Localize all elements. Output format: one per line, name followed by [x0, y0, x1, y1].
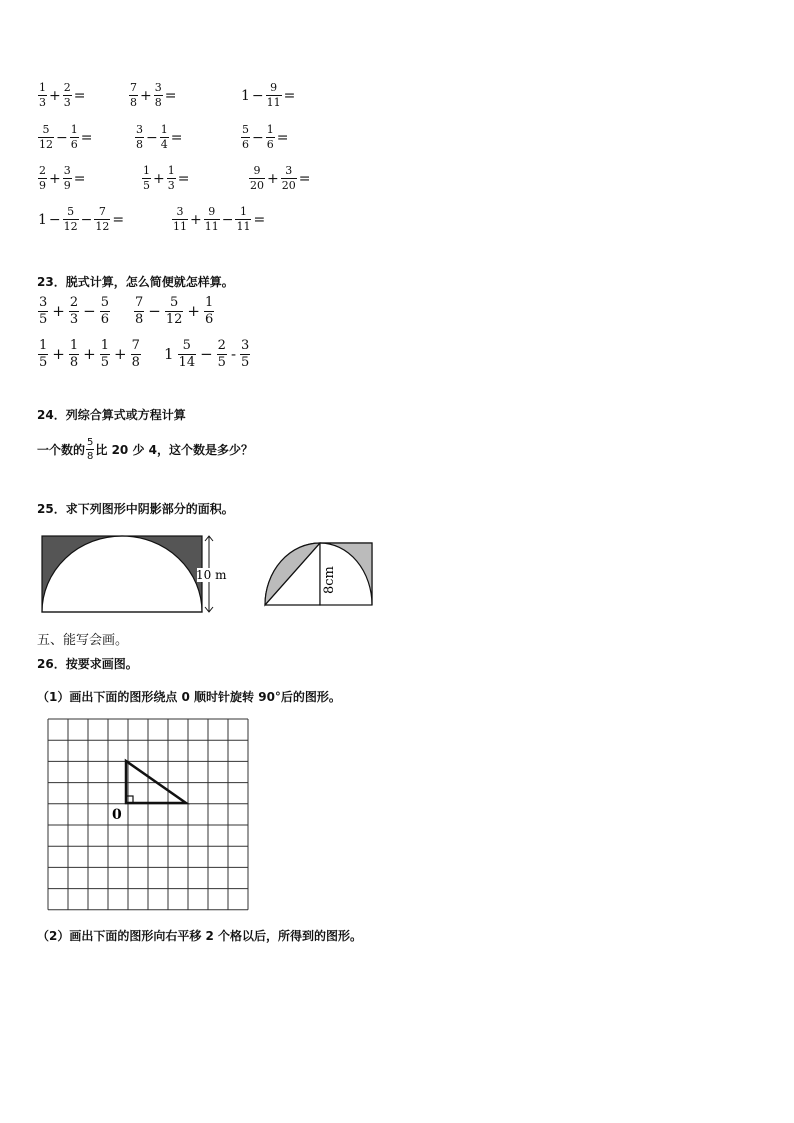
operator: −	[148, 302, 161, 320]
operator: +	[83, 345, 96, 363]
operator: −	[83, 302, 96, 320]
operator: −	[221, 211, 234, 228]
denominator: 14	[178, 355, 196, 370]
numerator: 3	[63, 164, 71, 177]
operator: =	[80, 129, 93, 146]
operator: −	[146, 129, 158, 146]
fraction	[38, 165, 47, 192]
operator: +	[52, 302, 65, 320]
denominator: 3	[63, 96, 71, 109]
numerator: 7	[98, 205, 106, 218]
denominator: 9	[63, 179, 71, 192]
q26-title: 26．按要求画图。	[37, 657, 138, 671]
denominator: 3	[39, 96, 46, 109]
expr-1-2	[240, 124, 289, 151]
denominator: 6	[266, 138, 274, 151]
denominator: 20	[250, 179, 264, 192]
numerator: 7	[131, 338, 140, 353]
numerator: 9	[253, 164, 261, 177]
q24-fraction	[86, 437, 94, 462]
fraction	[70, 124, 79, 151]
operator: =	[298, 170, 311, 187]
denominator: 8	[136, 138, 143, 151]
numerator: 1	[239, 205, 247, 218]
fraction	[38, 124, 54, 151]
numerator: 1	[100, 338, 109, 353]
q24-title: 24．列综合算式或方程计算	[37, 408, 186, 422]
fraction	[38, 296, 48, 327]
numerator: 1	[160, 123, 168, 136]
fraction	[135, 124, 144, 151]
operator: +	[267, 170, 279, 187]
numerator: 3	[154, 81, 162, 94]
fraction	[204, 296, 214, 327]
numerator: 1	[39, 81, 46, 94]
numerator: 3	[285, 164, 293, 177]
fraction	[204, 206, 220, 233]
fraction	[240, 339, 250, 370]
numerator: 1	[39, 338, 48, 353]
numerator: 9	[208, 205, 216, 218]
fig1-dimension-label: 10 m	[196, 568, 227, 582]
fraction	[63, 165, 72, 192]
operator: +	[187, 302, 200, 320]
section5-title: 五、能写会画。	[37, 633, 129, 648]
fraction	[134, 296, 144, 327]
numerator: 1	[70, 123, 78, 136]
operator: −	[56, 129, 68, 146]
origin-label: 0	[112, 807, 122, 823]
fraction	[266, 124, 275, 151]
operator: -	[230, 345, 237, 363]
fraction	[131, 339, 141, 370]
fraction	[178, 339, 197, 370]
q24-text-after: 比 20 少 4，这个数是多少？	[95, 443, 253, 457]
operator: −	[200, 345, 213, 363]
q25-title: 25．求下列图形中阴影部分的面积。	[37, 502, 234, 516]
fraction	[154, 82, 163, 109]
denominator: 8	[130, 96, 137, 109]
numerator: 5	[42, 123, 50, 136]
denominator: 5	[39, 312, 48, 327]
fraction	[69, 296, 79, 327]
fraction	[249, 165, 265, 192]
fraction	[94, 206, 110, 233]
fraction	[266, 82, 282, 109]
numerator: 2	[39, 164, 46, 177]
operator: =	[73, 170, 86, 187]
operator: −	[252, 129, 264, 146]
q26-grid-figure	[42, 715, 252, 915]
operator: =	[112, 211, 125, 228]
q23-expr-3	[161, 339, 251, 370]
fraction	[281, 165, 297, 192]
fraction	[235, 206, 251, 233]
number: 1	[38, 211, 47, 228]
operator: +	[49, 87, 61, 104]
q24-problem	[37, 437, 253, 462]
operator: −	[48, 211, 61, 228]
fraction	[241, 124, 250, 151]
operator: −	[251, 87, 264, 104]
denominator: 5	[241, 355, 250, 370]
denominator: 5	[143, 179, 150, 192]
denominator: 11	[173, 220, 187, 233]
numerator: 9	[270, 81, 278, 94]
expr-2-2	[248, 165, 311, 192]
numerator: 2	[69, 295, 79, 310]
fraction	[63, 206, 79, 233]
fraction	[129, 82, 138, 109]
operator: +	[52, 345, 65, 363]
numerator: 7	[130, 81, 137, 94]
numerator: 3	[136, 123, 143, 136]
denominator: 12	[95, 220, 110, 233]
fraction	[167, 165, 176, 192]
operator: +	[153, 170, 165, 187]
fraction	[69, 339, 79, 370]
denominator: 8	[69, 355, 79, 370]
numerator: 5	[182, 338, 191, 353]
q26-part2: （2）画出下面的图形向右平移 2 个格以后，所得到的图形。	[37, 929, 363, 943]
denominator: 6	[100, 312, 109, 327]
number: 1	[241, 87, 250, 104]
numerator: 1	[266, 123, 274, 136]
denominator: 20	[281, 179, 296, 192]
fraction	[100, 339, 110, 370]
numerator: 5	[67, 205, 75, 218]
fraction	[160, 124, 169, 151]
numerator: 1	[69, 338, 79, 353]
fraction	[63, 82, 72, 109]
denominator: 12	[165, 312, 183, 327]
fraction	[165, 296, 184, 327]
q23-expr-0	[37, 296, 111, 327]
expr-1-1	[134, 124, 183, 151]
q25-figure-1	[38, 533, 243, 615]
fraction	[38, 82, 47, 109]
denominator: 5	[217, 355, 226, 370]
expr-2-1	[141, 165, 190, 192]
numerator: 1	[167, 164, 175, 177]
fraction	[38, 339, 48, 370]
fraction	[217, 339, 227, 370]
denominator: 3	[167, 179, 175, 192]
operator: −	[80, 211, 93, 228]
operator: =	[73, 87, 86, 104]
expr-0-2	[240, 82, 296, 109]
denominator: 5	[39, 355, 48, 370]
numerator: 2	[63, 81, 71, 94]
operator: =	[164, 87, 177, 104]
q23-expr-1	[133, 296, 215, 327]
denominator: 8	[135, 312, 144, 327]
right-triangle	[126, 761, 186, 803]
denominator: 6	[242, 138, 249, 151]
q23-expr-2	[37, 339, 142, 370]
numerator: 5	[242, 123, 249, 136]
operator: +	[190, 211, 202, 228]
numerator: 2	[217, 338, 226, 353]
operator: +	[49, 170, 61, 187]
expr-1-0	[37, 124, 93, 151]
operator: =	[170, 129, 183, 146]
grid-lines	[48, 719, 248, 910]
denominator: 4	[160, 138, 168, 151]
denominator: 5	[100, 355, 109, 370]
operator: +	[114, 345, 127, 363]
expr-3-1	[171, 206, 266, 233]
operator: +	[140, 87, 152, 104]
numerator: 3	[176, 205, 184, 218]
expr-0-0	[37, 82, 86, 109]
expr-3-0	[37, 206, 125, 233]
fraction	[172, 206, 188, 233]
denominator: 6	[70, 138, 78, 151]
fraction	[142, 165, 151, 192]
expr-0-1	[128, 82, 177, 109]
fraction	[100, 296, 110, 327]
fig2-side-label: 8cm	[322, 566, 337, 594]
numerator: 3	[241, 338, 250, 353]
denominator: 9	[39, 179, 46, 192]
q23-title: 23．脱式计算，怎么简便就怎样算。	[37, 275, 234, 289]
q24-frac-numerator: 5	[87, 437, 94, 448]
denominator: 8	[154, 96, 162, 109]
numerator: 1	[143, 164, 150, 177]
denominator: 12	[63, 220, 78, 233]
numerator: 1	[204, 295, 214, 310]
q24-frac-denominator: 8	[87, 451, 94, 462]
expr-2-0	[37, 165, 86, 192]
numerator: 5	[100, 295, 109, 310]
numerator: 3	[39, 295, 48, 310]
operator: =	[276, 129, 289, 146]
operator: =	[283, 87, 296, 104]
denominator: 8	[131, 355, 140, 370]
q25-figure-2	[262, 540, 377, 610]
denominator: 11	[236, 220, 251, 233]
number: 1	[164, 345, 174, 363]
numerator: 5	[169, 295, 179, 310]
denominator: 6	[204, 312, 214, 327]
operator: =	[177, 170, 190, 187]
operator: =	[253, 211, 266, 228]
denominator: 3	[69, 312, 79, 327]
denominator: 11	[266, 96, 281, 109]
numerator: 7	[135, 295, 144, 310]
q24-text-before: 一个数的	[37, 443, 86, 457]
denominator: 11	[204, 220, 219, 233]
q26-part1: （1）画出下面的图形绕点 0 顺时针旋转 90°后的图形。	[37, 690, 341, 704]
denominator: 12	[39, 138, 53, 151]
